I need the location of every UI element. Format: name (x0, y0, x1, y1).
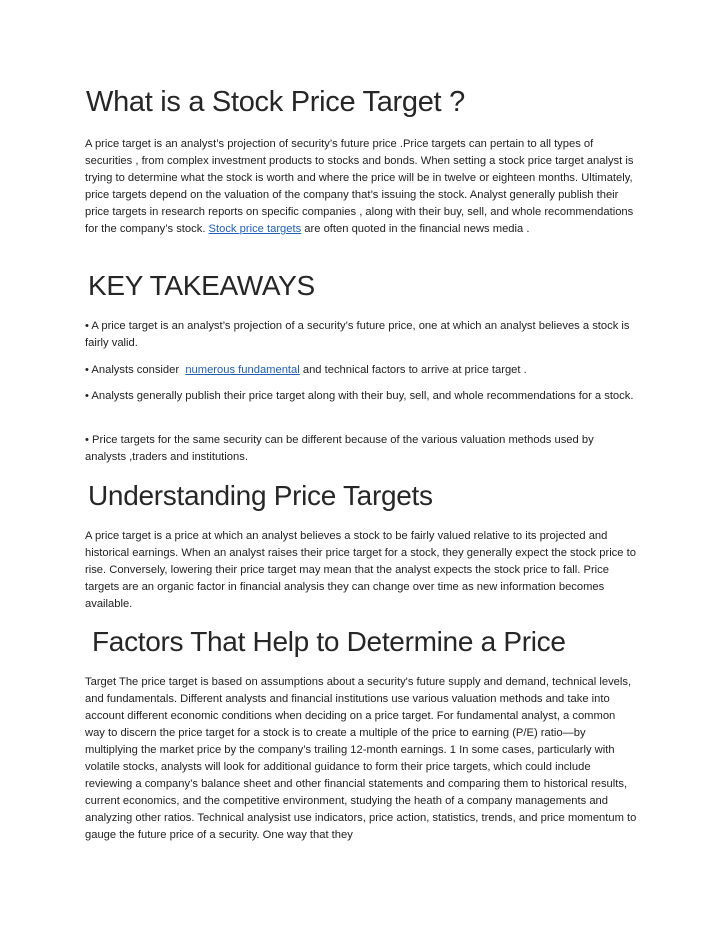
factors-paragraph: Target The price target is based on assumptions about a security's future supply and demand, technical levels, and fundamentals. Different analysts and financial institutions use various valuation methods and take into account different economic conditions when deciding on a price target. For fundamental analyst, a common way to discern the price target for a stock is to create a multiple of the price to earning (P/E) ratio—by multiplying the market price by the company’s trailing 12-month earnings. 1 In some cases, particularly with volatile stocks, analysts will look for additional guidance to form their price targets, which could include reviewing a company’s balance sheet and other financial statements and comparing them to historical results, current economics, and the competitive environment, studying the heath of a company managements and analyzing other ratios. Technical analysist use indicators, price action, statistics, trends, and price momentum to gauge the future price of a security. One way that they (85, 676, 637, 841)
takeaway-bullet-2-text-end: and technical factors to arrive at price target . (299, 364, 527, 376)
intro-text-end: are often quoted in the financial news media . (301, 223, 530, 235)
heading-understanding-price-targets: Understanding Price Targets (88, 480, 433, 511)
takeaway-bullet-2 (85, 362, 637, 379)
understanding-paragraph: A price target is a price at which an analyst believes a stock to be fairly valued relative to its projected and historical earnings. When an analyst raises their price target for a stock, they generally expect the stock price to rise. Conversely, lowering their price target may mean that the analyst expects the stock price to fall. Price targets are an organic factor in financial analysis they can change over time as new information becomes available. (85, 530, 636, 610)
heading-factors: Factors That Help to Determine a Price (92, 626, 566, 657)
intro-text: A price target is an analyst’s projection of security’s future price .Price targets can pertain to all types of securities , from complex investment products to stocks and bonds. When setting a stock price target analyst is trying to determine what the stock is worth and where the price will be in twelve or eighteen months. Ultimately, price targets depend on the valuation of the company that’s issuing the stock. Analyst generally publish their price targets in research reports on specific companies , along with their buy, sell, and whole recommendations for the company’s stock. (85, 138, 634, 235)
numerous-fundamental-link[interactable]: numerous fundamental (185, 364, 300, 376)
heading-key-takeaways: KEY TAKEAWAYS (88, 270, 315, 301)
takeaway-bullet-1: • A price target is an analyst’s projection of a security’s future price, one at which an analyst believes a stock is fairly valid. (85, 320, 630, 349)
intro-paragraph (85, 136, 637, 238)
heading-stock-price-target: What is a Stock Price Target ? (86, 86, 465, 118)
takeaway-bullet-4: • Price targets for the same security can be different because of the various valuation methods used by analysts ,traders and institutions. (85, 434, 594, 463)
stock-price-targets-link[interactable]: Stock price targets (208, 223, 302, 235)
takeaway-bullet-3: • Analysts generally publish their price target along with their buy, sell, and whole recommendations for a stock. (85, 390, 634, 402)
takeaway-bullet-2-text: • Analysts consider (85, 364, 186, 376)
